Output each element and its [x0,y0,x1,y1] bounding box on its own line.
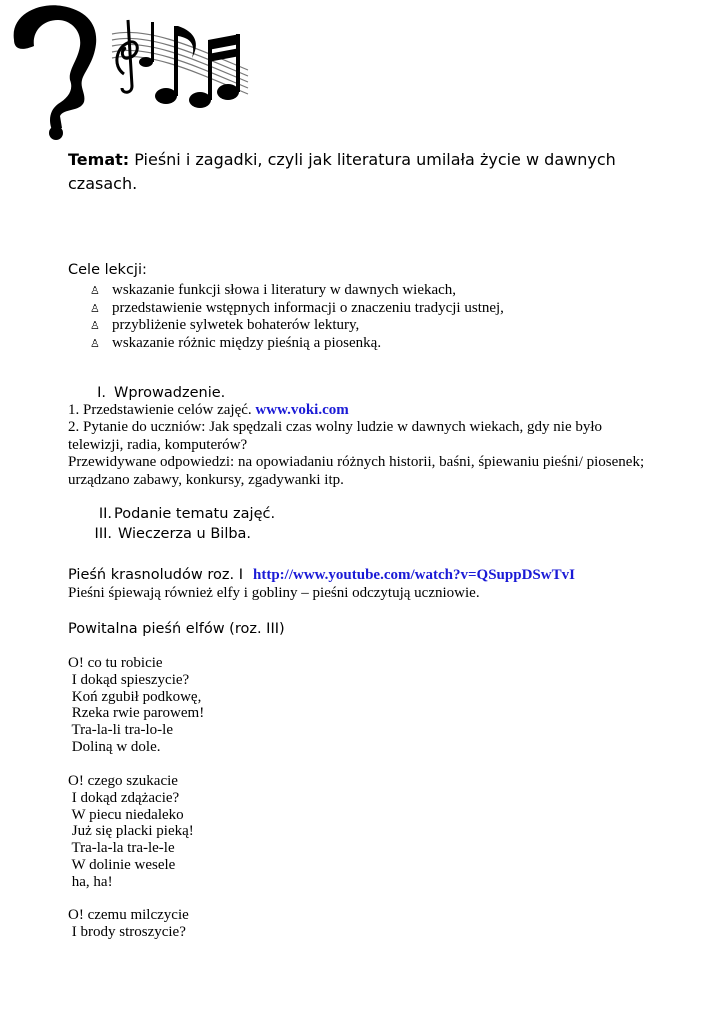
section-1-line-1: 1. Przedstawienie celów zajęć. www.voki.com [68,402,349,418]
poem-line: Już się placki pieką! [68,823,194,840]
poem-line: Tra-la-li tra-lo-le [68,722,173,739]
topic-label: Temat: [68,150,130,169]
section-3-heading: III. Wieczerza u Bilba. [94,526,252,542]
poem-line: O! co tu robicie [68,655,163,671]
poem-line: ha, ha! [68,873,113,890]
voki-link[interactable]: www.voki.com [255,402,349,418]
poem-line: Rzeka rwie parowem! [68,705,205,722]
section-1-heading: I. Wprowadzenie. [97,385,226,401]
poem-line: O! czego szukacie [68,773,178,789]
goal-item: ♙ wskazanie funkcji słowa i literatury w dawnych wiekach, [90,282,457,298]
poem-stanza-3 [68,907,189,941]
poem-stanza-2 [68,773,194,891]
poem-line: I dokąd spieszycie? [68,671,190,688]
goals-title: Cele lekcji: [68,262,147,278]
goal-item: ♙ wskazanie różnic między pieśnią a piosenką. [90,334,382,351]
poem-line: Doliną w dole. [68,738,161,755]
goal-item: ♙ przybliżenie sylwetek bohaterów lektury, [90,317,360,333]
topic-text: Pieśni i zagadki, czyli jak literatura umilała życie w dawnych czasach. [68,150,616,193]
section-2-heading: II. Podanie tematu zajęć. [98,506,276,522]
poem-line: I dokąd zdążacie? [68,789,180,806]
poem-line: I brody stroszycie? [68,923,186,940]
question-mark-music-notes-icon [0,0,260,145]
bullet-icon: ♙ [90,319,100,332]
poem-line: W piecu niedaleko [68,806,184,823]
song-1-note: Pieśni śpiewają również elfy i gobliny – pieśni odczytują uczniowie. [68,585,480,601]
poem-line: Tra-la-la tra-le-le [68,840,175,857]
song-1-heading: Pieśń krasnoludów roz. I http://www.youtube.com/watch?v=QSuppDSwTvI [68,567,575,583]
lesson-topic [68,148,668,196]
poem-line: W dolinie wesele [68,856,176,873]
youtube-link[interactable]: http://www.youtube.com/watch?v=QSuppDSwTvI [252,567,575,583]
section-1-line-3: Przewidywane odpowiedzi: na opowiadaniu różnych historii, baśni, śpiewaniu pieśni/ piosenek; urządzano zabawy, konkursy, zgadywanki itp. [68,454,645,488]
goals-list [90,282,504,352]
section-1-line-2: 2. Pytanie do uczniów: Jak spędzali czas wolny ludzie w dawnych wiekach, gdy nie było telewizji, radia, komputerów? [68,419,603,453]
poem-line: O! czemu milczycie [68,907,189,923]
poem-line: Koń zgubił podkowę, [68,688,202,705]
poem-stanza-1 [68,655,204,756]
bullet-icon: ♙ [90,284,100,297]
bullet-icon: ♙ [90,336,100,350]
goal-item: ♙ przedstawienie wstępnych informacji o znaczeniu tradycji ustnej, [90,299,504,316]
bullet-icon: ♙ [90,301,100,315]
song-2-heading: Powitalna pieśń elfów (roz. III) [68,621,285,637]
